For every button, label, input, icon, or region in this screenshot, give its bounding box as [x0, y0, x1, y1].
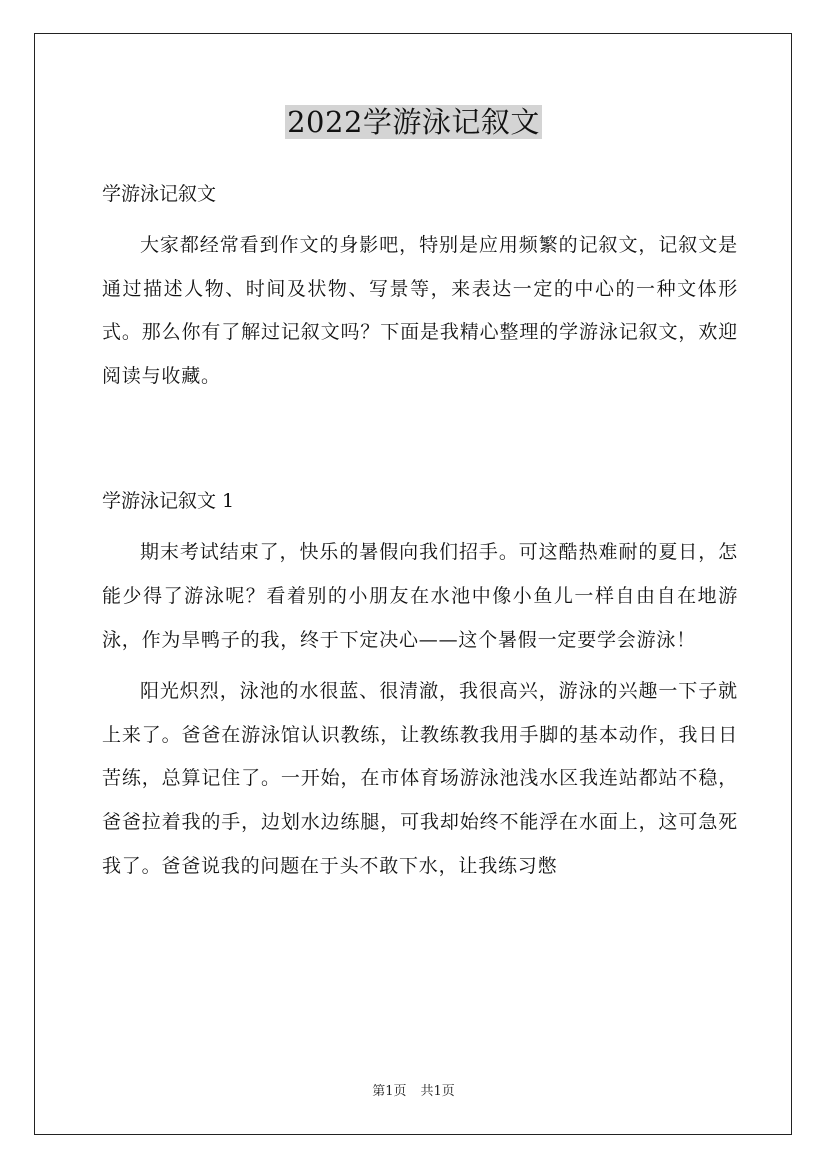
spacer [102, 662, 738, 670]
document-body [102, 174, 738, 888]
page-footer [0, 1083, 827, 1101]
document-title [0, 102, 827, 142]
document-title-text: 2022学游泳记叙文 [287, 105, 540, 139]
intro-paragraph: 大家都经常看到作文的身影吧，特别是应用频繁的记叙文，记叙文是通过描述人物、时间及状物、写景等，来表达一定的中心的一种文体形式。那么你有了解过记叙文吗？下面是我精心整理的学游泳记叙文，欢迎阅读与收藏。 [102, 234, 738, 387]
section-heading: 学游泳记叙文 1 [102, 490, 235, 513]
body-paragraph-1: 期末考试结束了，快乐的暑假向我们招手。可这酷热难耐的夏日，怎能少得了游泳呢？看着别的小朋友在水池中像小鱼儿一样自由自在地游泳，作为旱鸭子的我，终于下定决心——这个暑假一定要学会游泳！ [102, 541, 738, 651]
page-total: 共1页 [420, 1084, 455, 1099]
page-number: 第1页 [372, 1084, 407, 1099]
spacer [102, 398, 738, 481]
intro-heading: 学游泳记叙文 [102, 183, 217, 205]
spacer [102, 214, 738, 224]
body-paragraph-2: 阳光炽烈，泳池的水很蓝、很清澈，我很高兴，游泳的兴趣一下子就上来了。爸爸在游泳馆认识教练，让教练教我用手脚的基本动作，我日日苦练，总算记住了。一开始，在市体育场游泳池浅水区我连站都站不稳，爸爸拉着我的手，边划水边练腿，可我却始终不能浮在水面上，这可急死我了。爸爸说我的问题在于头不敢下水，让我练习憋 [102, 680, 738, 877]
spacer [102, 521, 738, 531]
